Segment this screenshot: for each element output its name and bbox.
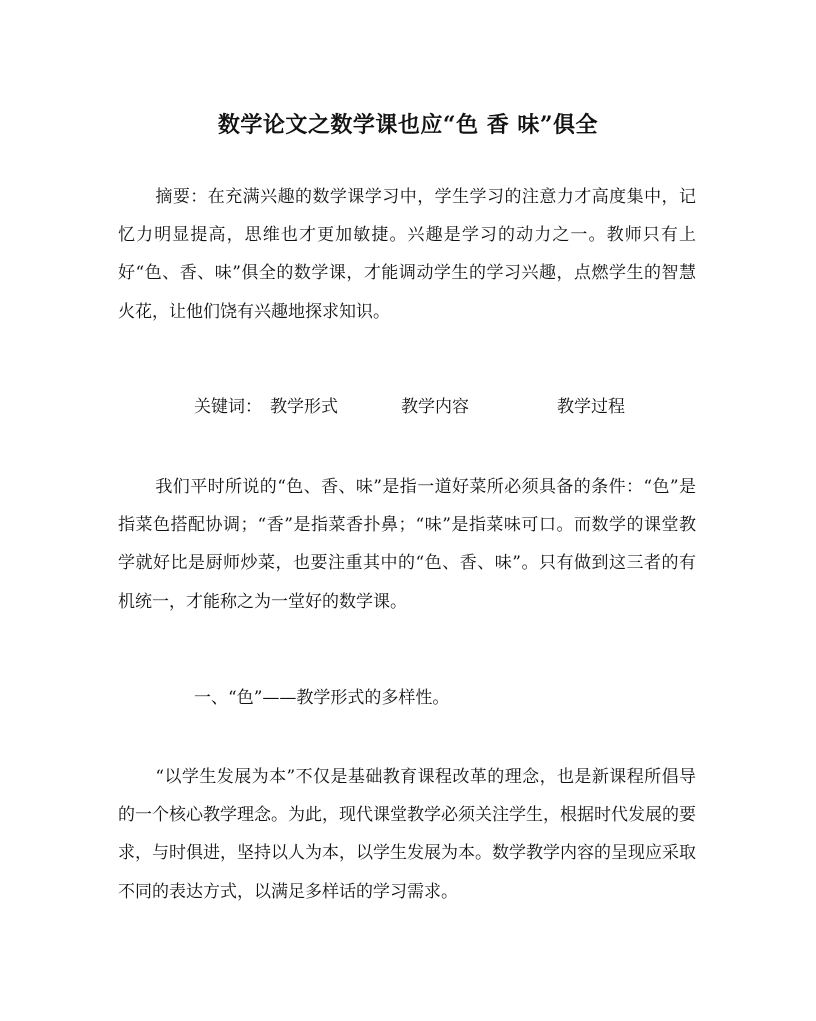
section-heading: 一、“色”——教学形式的多样性。 [194,688,450,708]
keyword-item: 教学形式 [270,397,338,417]
keyword-item: 教学内容 [401,397,469,417]
section-paragraph: “以学生发展为本”不仅是基础教育课程改革的理念，也是新课程所倡导的一个核心教学理念。为此，现代课堂教学必须关注学生，根据时代发展的要求，与时俱进，坚持以人为本，以学生发展为本。数学教学内容的呈现应采取不同的表达方式，以满足多样话的学习需求。 [118,767,696,902]
keywords-label: 关键词： [194,397,262,417]
intro-paragraph: 我们平时所说的“色、香、味”是指一道好菜所必须具备的条件：“色”是指菜色搭配协调；“香”是指菜香扑鼻；“味”是指菜味可口。而数学的课堂教学就好比是厨师炒菜，也要注重其中的“色、香、味”。只有做到这三者的有机统一，才能称之为一堂好的数学课。 [118,477,696,612]
abstract-paragraph: 摘要：在充满兴趣的数学课学习中，学生学习的注意力才高度集中，记忆力明显提高，思维也才更加敏捷。兴趣是学习的动力之一。教师只有上好“色、香、味”俱全的数学课，才能调动学生的学习兴趣，点燃学生的智慧火花，让他们饶有兴趣地探求知识。 [118,187,696,322]
document-title: 数学论文之数学课也应“色 香 味”俱全 [217,112,599,138]
keyword-item: 教学过程 [557,397,625,417]
